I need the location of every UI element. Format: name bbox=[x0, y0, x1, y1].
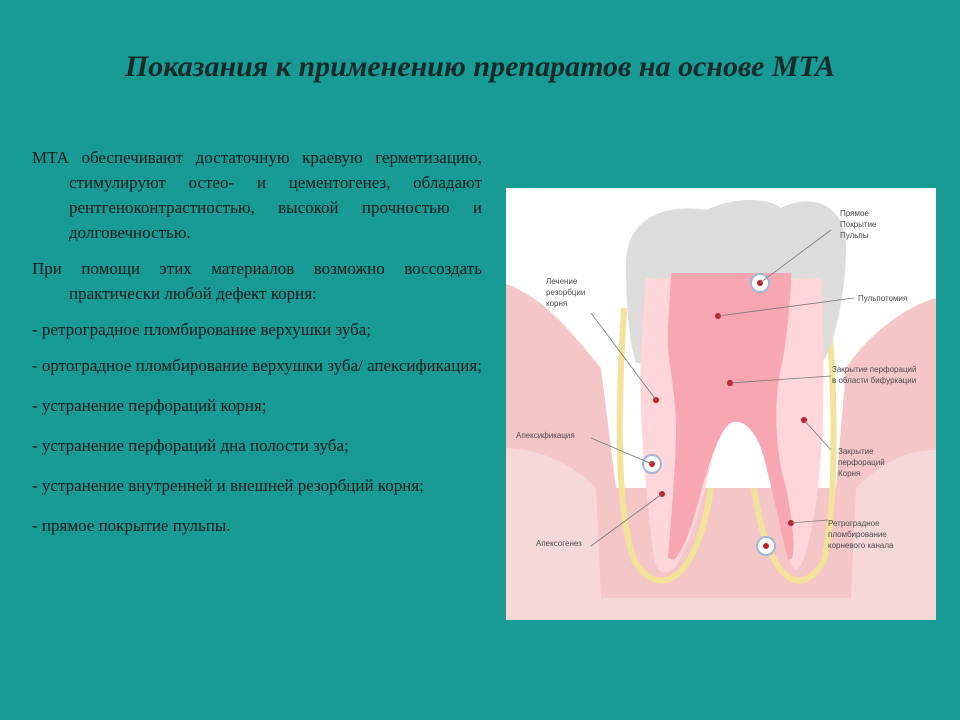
label-furcation-perforation: Закрытие перфораций в области бифуркации bbox=[832, 365, 917, 385]
intro-paragraph: МТА обеспечивают достаточную краевую герметизацию, стимулируют остео- и цементогенез, обладают рентгеноконтрастностью, высокой прочностью и долговечностью. bbox=[32, 148, 482, 242]
label-retrograde-filling: Ретроградное пломбирование корневого канала bbox=[828, 519, 894, 550]
slide-title: Показания к применению препаратов на основе МТА bbox=[124, 50, 836, 83]
list-item: - устранение перфораций дна полости зуба; bbox=[32, 436, 349, 455]
tooth-illustration bbox=[506, 188, 936, 620]
list-item: - устранение внутренней и внешней резорбций корня; bbox=[32, 476, 424, 495]
intro-paragraph: При помощи этих материалов возможно воссоздать практически любой дефект корня: bbox=[32, 259, 482, 303]
label-pulpotomy: Пульпотомия bbox=[858, 294, 908, 303]
marker-dot bbox=[763, 543, 769, 549]
label-root-perforation: Закрытие перфораций Корня bbox=[838, 447, 885, 478]
list-item: - прямое покрытие пульпы. bbox=[32, 516, 231, 535]
tooth-diagram bbox=[506, 188, 936, 620]
list-item: - ортоградное пломбирование верхушки зуба/ апексификация; bbox=[32, 356, 482, 375]
label-apexogenesis: Апексогенез bbox=[536, 539, 582, 548]
list-item: - ретроградное пломбирование верхушки зуба; bbox=[32, 320, 372, 339]
label-resorption-treatment: Лечение резорбции корня bbox=[546, 277, 586, 308]
label-direct-capping: Прямое Покрытие Пульпы bbox=[840, 209, 877, 240]
list-item: - устранение перфораций корня; bbox=[32, 396, 267, 415]
body-text bbox=[32, 145, 482, 549]
label-apexification: Апексификация bbox=[516, 431, 575, 440]
